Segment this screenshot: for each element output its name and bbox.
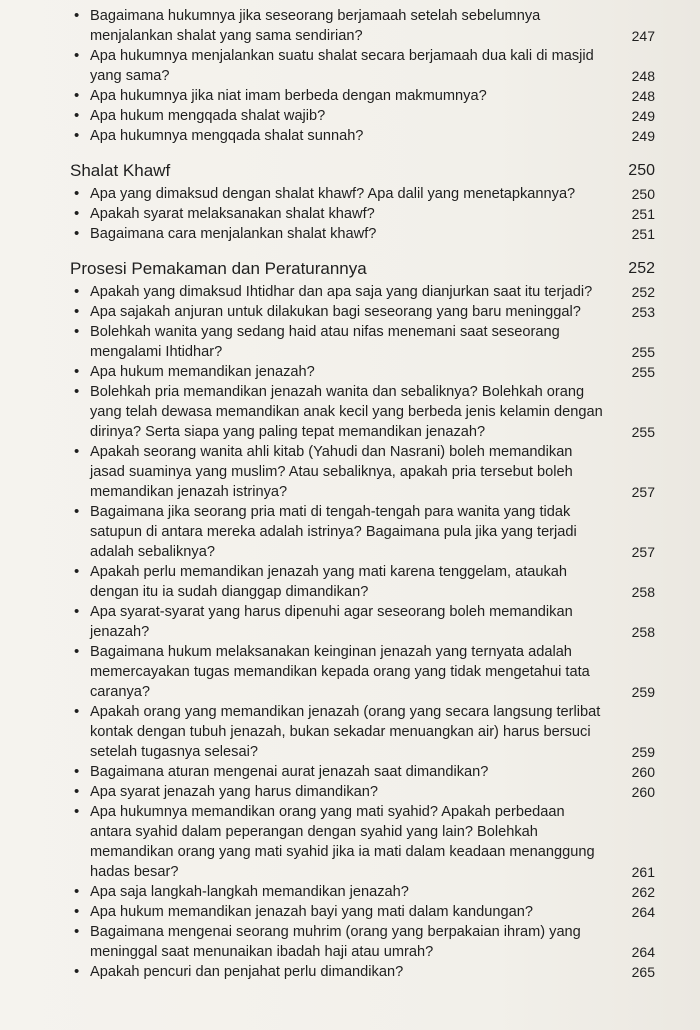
entry-text: Apa hukum mengqada shalat wajib? (90, 108, 326, 124)
entry-text: Bolehkah wanita yang sedang haid atau nifas menemani saat seseorang mengalami Ihtidhar? (90, 324, 560, 360)
toc-entry (70, 204, 655, 224)
entry-text: Apakah pencuri dan penjahat perlu dimandikan? (90, 964, 404, 980)
toc-entry (70, 184, 655, 204)
toc-entry (70, 602, 655, 642)
toc-entry (70, 86, 655, 106)
entry-text: Bagaimana jika seorang pria mati di tengah-tengah para wanita yang tidak satupun di antara mereka adalah istrinya? Bagaimana pula jika yang terjadi adalah sebaliknya? (90, 504, 577, 560)
bullet-icon: • (74, 603, 80, 620)
entry-text: Apakah perlu memandikan jenazah yang mati karena tenggelam, ataukah dengan itu ia sudah dianggap dimandikan? (90, 564, 568, 600)
toc-entry (70, 442, 655, 502)
toc-entry (70, 46, 655, 86)
toc-entry (70, 126, 655, 146)
bullet-icon: • (74, 783, 80, 800)
toc-entry (70, 362, 655, 382)
bullet-icon: • (74, 47, 80, 64)
bullet-icon: • (74, 883, 80, 900)
entry-page: 264 (631, 904, 655, 920)
bullet-icon: • (74, 107, 80, 124)
table-of-contents (70, 6, 655, 982)
entry-page: 253 (631, 304, 655, 320)
toc-entry (70, 762, 655, 782)
entry-page: 258 (631, 624, 655, 640)
entry-page: 259 (631, 684, 655, 700)
toc-entry (70, 302, 655, 322)
toc-entry (70, 962, 655, 982)
toc-entry (70, 782, 655, 802)
bullet-icon: • (74, 127, 80, 144)
bullet-icon: • (74, 205, 80, 222)
section-page: 252 (628, 260, 655, 277)
section-heading (70, 160, 655, 182)
toc-entry (70, 642, 655, 702)
entry-page: 248 (631, 68, 655, 84)
entry-page: 260 (631, 784, 655, 800)
entry-text: Apa syarat jenazah yang harus dimandikan? (90, 784, 379, 800)
entry-page: 261 (631, 864, 655, 880)
toc-entry (70, 922, 655, 962)
bullet-icon: • (74, 963, 80, 980)
bullet-icon: • (74, 87, 80, 104)
entry-text: Apa hukum memandikan jenazah? (90, 364, 315, 380)
section-page: 250 (628, 162, 655, 179)
toc-entry (70, 562, 655, 602)
entry-page: 264 (631, 944, 655, 960)
bullet-icon: • (74, 443, 80, 460)
entry-text: Apakah orang yang memandikan jenazah (orang yang secara langsung terlibat kontak dengan tubuh jenazah, bukan sekadar menuangkan air) harus bersuci setelah tugasnya selesai? (90, 704, 601, 760)
entry-page: 255 (631, 344, 655, 360)
bullet-icon: • (74, 283, 80, 300)
entry-text: Apa hukumnya menjalankan suatu shalat secara berjamaah dua kali di masjid yang sama? (90, 48, 594, 84)
entry-text: Apa hukumnya memandikan orang yang mati syahid? Apakah perbedaan antara syahid dalam peperangan dengan syahid yang lain? Bolehkah memandikan orang yang mati syahid jika ia mati dalam keadaan menanggung hadas besar? (90, 804, 595, 880)
entry-page: 251 (631, 226, 655, 242)
bullet-icon: • (74, 225, 80, 242)
section-title: Shalat Khawf (70, 161, 171, 180)
toc-entry (70, 882, 655, 902)
entry-text: Apa hukum memandikan jenazah bayi yang mati dalam kandungan? (90, 904, 533, 920)
entry-page: 247 (631, 28, 655, 44)
entry-page: 255 (631, 424, 655, 440)
entry-text: Bagaimana cara menjalankan shalat khawf? (90, 226, 377, 242)
entry-text: Apakah yang dimaksud Ihtidhar dan apa saja yang dianjurkan saat itu terjadi? (90, 284, 593, 300)
entry-page: 255 (631, 364, 655, 380)
entry-text: Apakah seorang wanita ahli kitab (Yahudi dan Nasrani) boleh memandikan jasad suaminya yang muslim? Atau sebaliknya, apakah pria tersebut boleh memandikan jenazah istrinya? (90, 444, 573, 500)
bullet-icon: • (74, 185, 80, 202)
bullet-icon: • (74, 563, 80, 580)
entry-text: Apa hukumnya jika niat imam berbeda dengan makmumnya? (90, 88, 487, 104)
entry-page: 251 (631, 206, 655, 222)
entry-page: 259 (631, 744, 655, 760)
toc-entry (70, 902, 655, 922)
entry-page: 265 (631, 964, 655, 980)
bullet-icon: • (74, 303, 80, 320)
toc-entry (70, 282, 655, 302)
entry-page: 258 (631, 584, 655, 600)
section-entries (70, 184, 655, 244)
bullet-icon: • (74, 643, 80, 660)
entry-page: 250 (631, 186, 655, 202)
toc-entry (70, 6, 655, 46)
entry-page: 249 (631, 128, 655, 144)
entry-text: Bagaimana aturan mengenai aurat jenazah saat dimandikan? (90, 764, 489, 780)
bullet-icon: • (74, 703, 80, 720)
section-title: Prosesi Pemakaman dan Peraturannya (70, 259, 367, 278)
toc-entry (70, 322, 655, 362)
toc-entry (70, 224, 655, 244)
entry-text: Apa syarat-syarat yang harus dipenuhi agar seseorang boleh memandikan jenazah? (90, 604, 573, 640)
bullet-icon: • (74, 763, 80, 780)
bullet-icon: • (74, 383, 80, 400)
toc-entry (70, 382, 655, 442)
bullet-icon: • (74, 803, 80, 820)
entry-text: Apa yang dimaksud dengan shalat khawf? Apa dalil yang menetapkannya? (90, 186, 576, 202)
entry-page: 262 (631, 884, 655, 900)
bullet-icon: • (74, 923, 80, 940)
bullet-icon: • (74, 503, 80, 520)
bullet-icon: • (74, 7, 80, 24)
top-entries (70, 6, 655, 146)
entry-text: Apakah syarat melaksanakan shalat khawf? (90, 206, 375, 222)
entry-page: 260 (631, 764, 655, 780)
entry-text: Bagaimana hukumnya jika seseorang berjamaah setelah sebelumnya menjalankan shalat yang sama sendirian? (90, 8, 541, 44)
entry-page: 252 (631, 284, 655, 300)
entry-page: 249 (631, 108, 655, 124)
toc-entry (70, 802, 655, 882)
bullet-icon: • (74, 903, 80, 920)
entry-text: Bagaimana mengenai seorang muhrim (orang yang berpakaian ihram) yang meninggal saat menunaikan ibadah haji atau umrah? (90, 924, 581, 960)
bullet-icon: • (74, 363, 80, 380)
section-entries (70, 282, 655, 982)
toc-entry (70, 106, 655, 126)
toc-entry (70, 502, 655, 562)
entry-page: 248 (631, 88, 655, 104)
entry-text: Bagaimana hukum melaksanakan keinginan jenazah yang ternyata adalah memercayakan tugas memandikan kepada orang yang tidak mengetahui tata caranya? (90, 644, 590, 700)
entry-text: Apa saja langkah-langkah memandikan jenazah? (90, 884, 409, 900)
section-heading (70, 258, 655, 280)
entry-page: 257 (631, 484, 655, 500)
entry-text: Bolehkah pria memandikan jenazah wanita dan sebaliknya? Bolehkah orang yang telah dewasa memandikan anak kecil yang berbeda jenis kelamin dengan dirinya? Serta siapa yang paling tepat memandikan jenazah? (90, 384, 603, 440)
bullet-icon: • (74, 323, 80, 340)
toc-entry (70, 702, 655, 762)
entry-page: 257 (631, 544, 655, 560)
entry-text: Apa sajakah anjuran untuk dilakukan bagi seseorang yang baru meninggal? (90, 304, 581, 320)
entry-text: Apa hukumnya mengqada shalat sunnah? (90, 128, 364, 144)
